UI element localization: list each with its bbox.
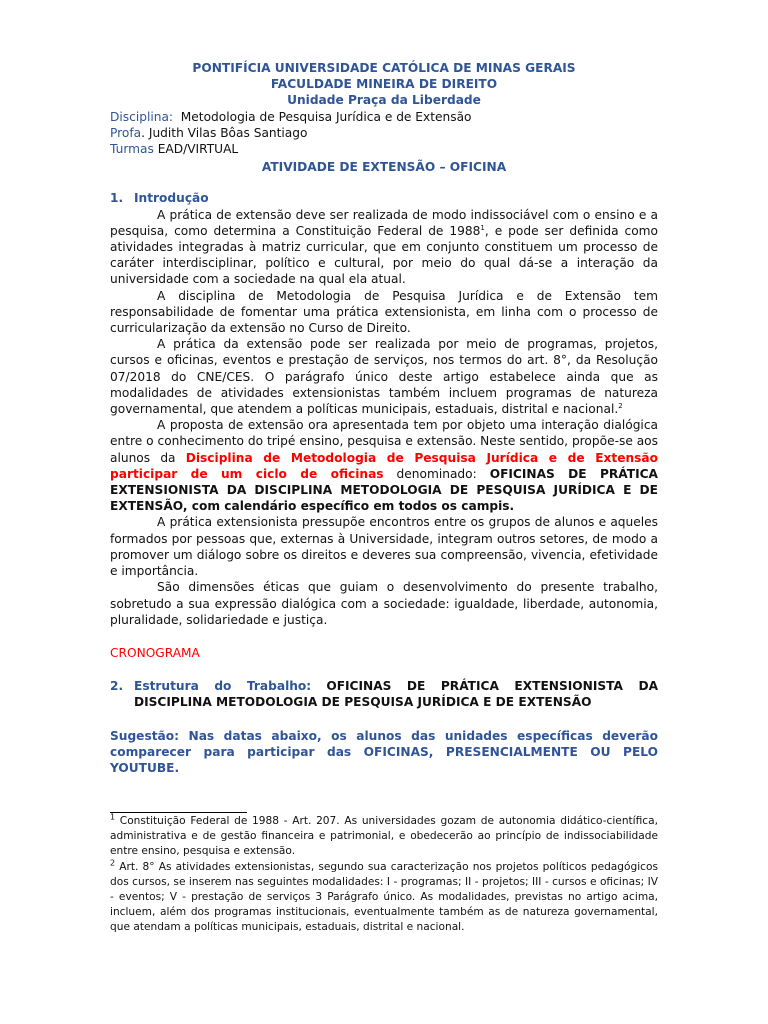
profa-value: Judith Vilas Bôas Santiago — [148, 125, 308, 140]
footnotes — [110, 812, 658, 936]
footnote-divider — [110, 812, 247, 813]
section-1-number: 1. — [110, 191, 124, 206]
paragraph-4-highlight: Disciplina de Metodologia de Pesquisa Jurídica e de Extensão participar de um ciclo de oficinas — [110, 450, 659, 481]
paragraph-4 — [110, 417, 658, 514]
section-2-number: 2. — [110, 679, 124, 694]
turmas-label: Turmas — [110, 142, 154, 157]
sugestao-note: Sugestão: Nas datas abaixo, os alunos das unidades específicas deverão comparecer para participar das OFICINAS, PRESENCIALMENTE OU PELO YOUTUBE. — [110, 728, 658, 775]
turmas-value: EAD/VIRTUAL — [157, 142, 239, 157]
paragraph-5: A prática extensionista pressupõe encontros entre os grupos de alunos e aqueles formados por pessoas que, externas à Universidade, integram outros setores, de modo a promover um diálogo sobre os direitos e deveres sua compreensão, vivencia, efetividade e importância. — [110, 515, 658, 579]
info-profa: Profa. Judith Vilas Bôas Santiago — [110, 125, 308, 140]
section-2-heading — [110, 678, 658, 710]
paragraph-3 — [110, 336, 658, 417]
footnote-1 — [110, 814, 658, 860]
paragraph-6: São dimensões éticas que guiam o desenvolvimento do presente trabalho, sobretudo a sua expressão dialógica com a sociedade: igualdade, liberdade, autonomia, pluralidade, solidariedade e justiça. — [110, 580, 658, 627]
footnote-1-text: Constituição Federal de 1988 - Art. 207. As universidades gozam de autonomia didático-científica, administrativa e de gestão financeira e patrimonial, e obedecerão ao princípio de indissociabilidade entre ensino, pesquisa e extensão. — [110, 815, 658, 858]
section-1-title: Introdução — [134, 191, 209, 206]
faculty-name: FACULDADE MINEIRA DE DIREITO — [270, 77, 498, 92]
footnote-2-mark: 2 — [110, 858, 116, 868]
cronograma-heading: CRONOGRAMA — [110, 645, 200, 660]
paragraph-4-bold: OFICINAS DE PRÁTICA EXTENSIONISTA DA DISCIPLINA METODOLOGIA DE PESQUISA JURÍDICA E DE EXTENSÃO, com calendário específico em todos os campis. — [110, 466, 658, 514]
paragraph-3-text: A prática da extensão pode ser realizada por meio de programas, projetos, cursos e oficinas, eventos e prestação de serviços, nos termos do art. 8°, da Resolução 07/2018 do CNE/CES. O parágrafo único deste artigo estabelece ainda que as modalidades de atividades extensionistas também incluem programas de natureza governamental, que atendem a políticas municipais, estaduais, distrital e nacional. — [110, 337, 658, 417]
activity-title: ATIVIDADE DE EXTENSÃO – OFICINA — [261, 160, 507, 175]
unit-name: Unidade Praça da Liberdade — [287, 93, 481, 108]
paragraph-2: A disciplina de Metodologia de Pesquisa Jurídica e de Extensão tem responsabilidade de fomentar uma prática extensionista, em linha com o processo de curricularização da extensão no Curso de Direito. — [110, 288, 658, 336]
university-name: PONTIFÍCIA UNIVERSIDADE CATÓLICA DE MINAS GERAIS — [192, 61, 576, 75]
info-disciplina: Disciplina: Metodologia de Pesquisa Jurídica e de Extensão — [110, 109, 472, 124]
paragraph-4-text-cont: denominado: — [383, 466, 490, 481]
footnote-1-mark: 1 — [110, 812, 116, 822]
footnote-2 — [110, 860, 658, 936]
disciplina-value: Metodologia de Pesquisa Jurídica e de Extensão — [180, 109, 472, 124]
footnote-ref-1: 1 — [480, 223, 485, 232]
disciplina-label: Disciplina — [110, 109, 169, 124]
profa-label: Profa — [110, 125, 142, 140]
footnote-2-text: Art. 8° As atividades extensionistas, segundo sua caracterização nos projetos políticos pedagógicos dos cursos, se inserem nas seguintes modalidades: I - programas; II - projetos; III - cursos e oficinas; IV - eventos; V - prestação de serviços 3 Parágrafo único. As modalidades, previstas no artigo acima, incluem, além dos programas institucionais, eventualmente também as de natureza governamental, que atendam a políticas municipais, estaduais, distrital e nacional. — [110, 860, 658, 934]
paragraph-1-text-cont: , e pode ser definida como atividades integradas à matriz curricular, que em conjunto constituem um processo de caráter interdisciplinar, político e cultural, por meio do qual dá-se a interação da universidade com a sociedade na qual ela atual. — [110, 223, 658, 287]
section-1-heading — [110, 190, 658, 206]
section-2-text: OFICINAS DE PRÁTICA EXTENSIONISTA DA DISCIPLINA METODOLOGIA DE PESQUISA JURÍDICA E DE EXTENSÃO — [134, 679, 658, 710]
footnote-ref-2: 2 — [618, 402, 623, 410]
paragraph-1 — [110, 207, 658, 288]
section-2-title: Estrutura do Trabalho: — [134, 679, 312, 694]
document-page — [110, 60, 658, 776]
paragraph-4-text: A proposta de extensão ora apresentada tem por objeto uma interação dialógica entre o conhecimento do tripé ensino, pesquisa e extensão. Neste sentido, propõe-se aos alunos da — [110, 418, 658, 465]
paragraph-1-text: A prática de extensão deve ser realizada de modo indissociável com o ensino e a pesquisa, como determina a Constituição Federal de 1988 — [110, 207, 658, 238]
info-turmas — [110, 141, 658, 157]
